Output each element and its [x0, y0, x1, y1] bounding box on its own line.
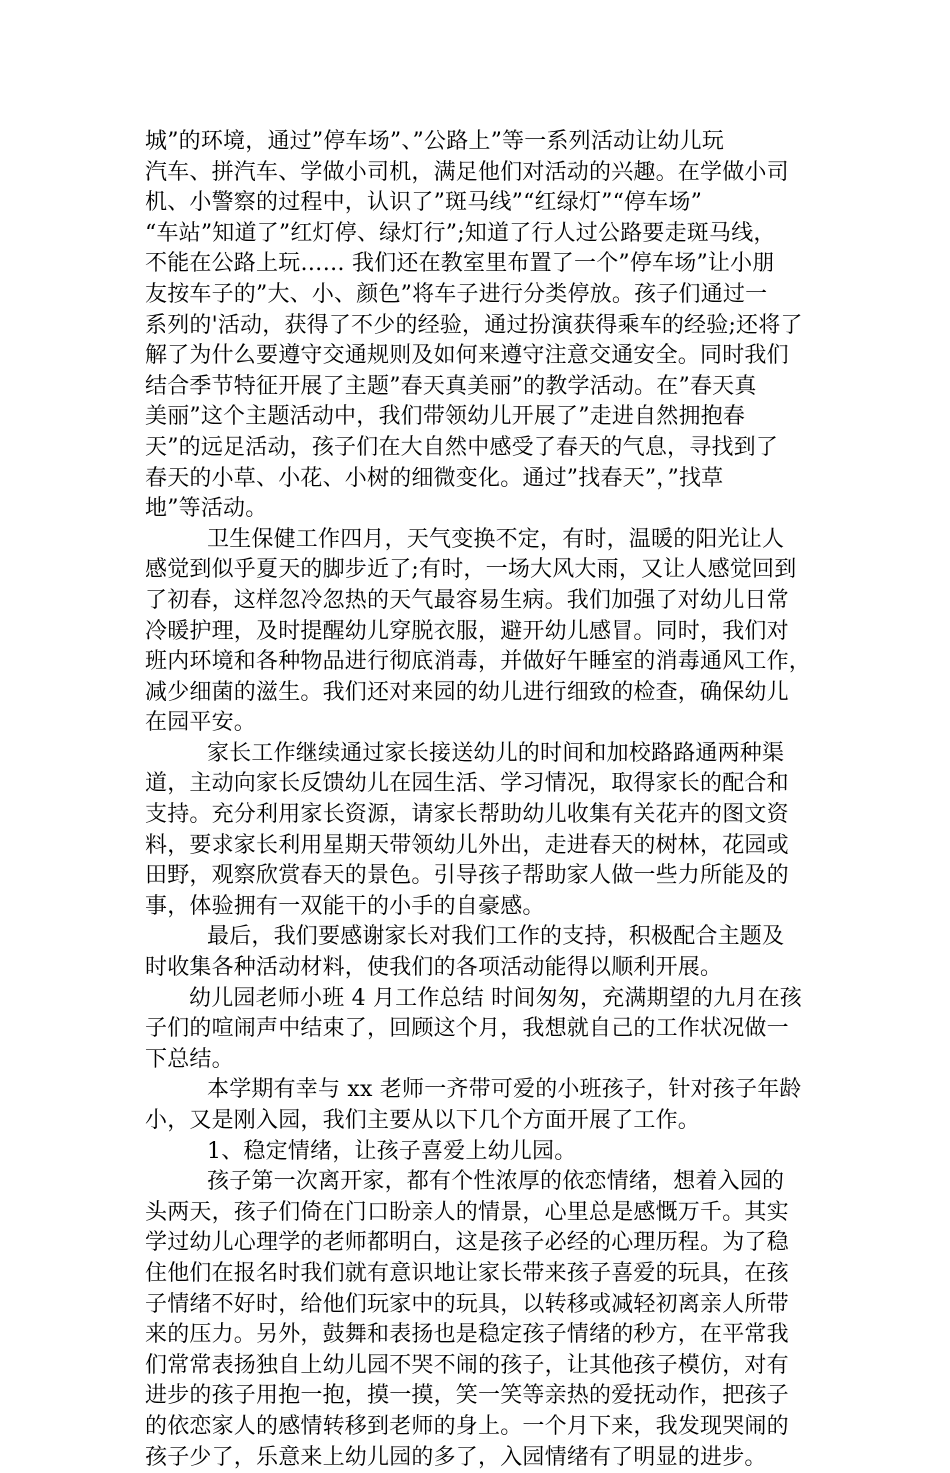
text-line: 不能在公路上玩…… 我们还在教室里布置了一个”停车场”让小朋 [145, 251, 775, 277]
text-line: 春天的小草、小花、小树的细微变化。通过”找春天”，”找草 [145, 465, 724, 491]
text-line: 美丽”这个主题活动中，我们带领幼儿开展了”走进自然拥抱春 [145, 404, 746, 430]
text-line: 最后，我们要感谢家长对我们工作的支持，积极配合主题及 [207, 924, 785, 950]
text-line: 1、稳定情绪，让孩子喜爱上幼儿园。 [207, 1138, 577, 1164]
text-line: 住他们在报名时我们就有意识地让家长带来孩子喜爱的玩具，在孩 [145, 1260, 789, 1286]
text-line: “车站”知道了”红灯停、绿灯行”;知道了行人过公路要走斑马线， [145, 220, 776, 246]
text-line: 汽车、拼汽车、学做小司机，满足他们对活动的兴趣。在学做小司 [145, 159, 789, 185]
text-line: 孩子第一次离开家，都有个性浓厚的依恋情绪，想着入园的 [207, 1169, 785, 1195]
text-line: 幼儿园老师小班 4 月工作总结 时间匆匆，充满期望的九月在孩 [189, 985, 802, 1011]
text-line: 系列的'活动，获得了不少的经验，通过扮演获得乘车的经验;还将了 [145, 312, 803, 338]
text-line: 子们的喧闹声中结束了，回顾这个月，我想就自己的工作状况做一 [145, 1016, 789, 1042]
text-line: 减少细菌的滋生。我们还对来园的幼儿进行细致的检查，确保幼儿 [145, 679, 789, 705]
text-line: 在园平安。 [145, 710, 257, 736]
text-line: 家长工作继续通过家长接送幼儿的时间和加校路路通两种渠 [207, 740, 785, 766]
text-line: 感觉到似乎夏天的脚步近了;有时，一场大风大雨，又让人感觉回到 [145, 557, 797, 583]
text-line: 解了为什么要遵守交通规则及如何来遵守注意交通安全。同时我们 [145, 343, 789, 369]
text-line: 学过幼儿心理学的老师都明白，这是孩子必经的心理历程。为了稳 [145, 1230, 789, 1256]
text-line: 时收集各种活动材料，使我们的各项活动能得以顺利开展。 [145, 955, 723, 981]
document-body [145, 127, 815, 1473]
text-line: 小，又是刚入园，我们主要从以下几个方面开展了工作。 [145, 1108, 701, 1133]
text-line: 城”的环境，通过”停车场”、”公路上”等一系列活动让幼儿玩 [145, 129, 725, 154]
text-line: 地”等活动。 [145, 496, 268, 522]
text-line: 天”的远足活动，孩子们在大自然中感受了春天的气息，寻找到了 [145, 434, 779, 460]
text-line: 田野，观察欣赏春天的景色。引导孩子帮助家人做一些力所能及的 [145, 863, 789, 889]
text-line: 卫生保健工作四月，天气变换不定，有时，温暖的阳光让人 [207, 526, 785, 552]
text-line: 料，要求家长利用星期天带领幼儿外出，走进春天的树林，花园或 [145, 832, 789, 858]
text-line: 头两天，孩子们倚在门口盼亲人的情景，心里总是感慨万千。其实 [145, 1199, 789, 1225]
text-line: 友按车子的”大、小、颜色”将车子进行分类停放。孩子们通过一 [145, 281, 768, 307]
text-line: 机、小警察的过程中，认识了”斑马线”“红绿灯”“停车场” [145, 190, 703, 216]
text-line: 下总结。 [145, 1046, 234, 1072]
text-line: 子情绪不好时，给他们玩家中的玩具，以转移或减轻初离亲人所带 [145, 1291, 789, 1317]
text-line: 支持。充分利用家长资源，请家长帮助幼儿收集有关花卉的图文资 [145, 802, 789, 828]
text-line: 来的压力。另外，鼓舞和表扬也是稳定孩子情绪的秒方，在平常我 [145, 1322, 789, 1348]
text-line: 结合季节特征开展了主题”春天真美丽”的教学活动。在”春天真 [145, 373, 757, 399]
text-line: 事，体验拥有一双能干的小手的自豪感。 [145, 893, 545, 919]
text-line: 班内环境和各种物品进行彻底消毒，并做好午睡室的消毒通风工作， [145, 649, 812, 675]
text-line: 孩子少了，乐意来上幼儿园的多了，入园情绪有了明显的进步。 [145, 1444, 767, 1470]
text-line: 进步的孩子用抱一抱，摸一摸，笑一笑等亲热的爱抚动作，把孩子 [145, 1383, 789, 1409]
text-line: 的依恋家人的感情转移到老师的身上。一个月下来，我发现哭闹的 [145, 1413, 789, 1439]
text-line: 冷暖护理，及时提醒幼儿穿脱衣服，避开幼儿感冒。同时，我们对 [145, 618, 789, 644]
text-line: 了初春，这样忽冷忽热的天气最容易生病。我们加强了对幼儿日常 [145, 587, 789, 613]
text-line: 道，主动向家长反馈幼儿在园生活、学习情况，取得家长的配合和 [145, 771, 789, 797]
text-line: 本学期有幸与 xx 老师一齐带可爱的小班孩子，针对孩子年龄 [207, 1077, 802, 1103]
text-line: 们常常表扬独自上幼儿园不哭不闹的孩子，让其他孩子模仿，对有 [145, 1352, 789, 1378]
